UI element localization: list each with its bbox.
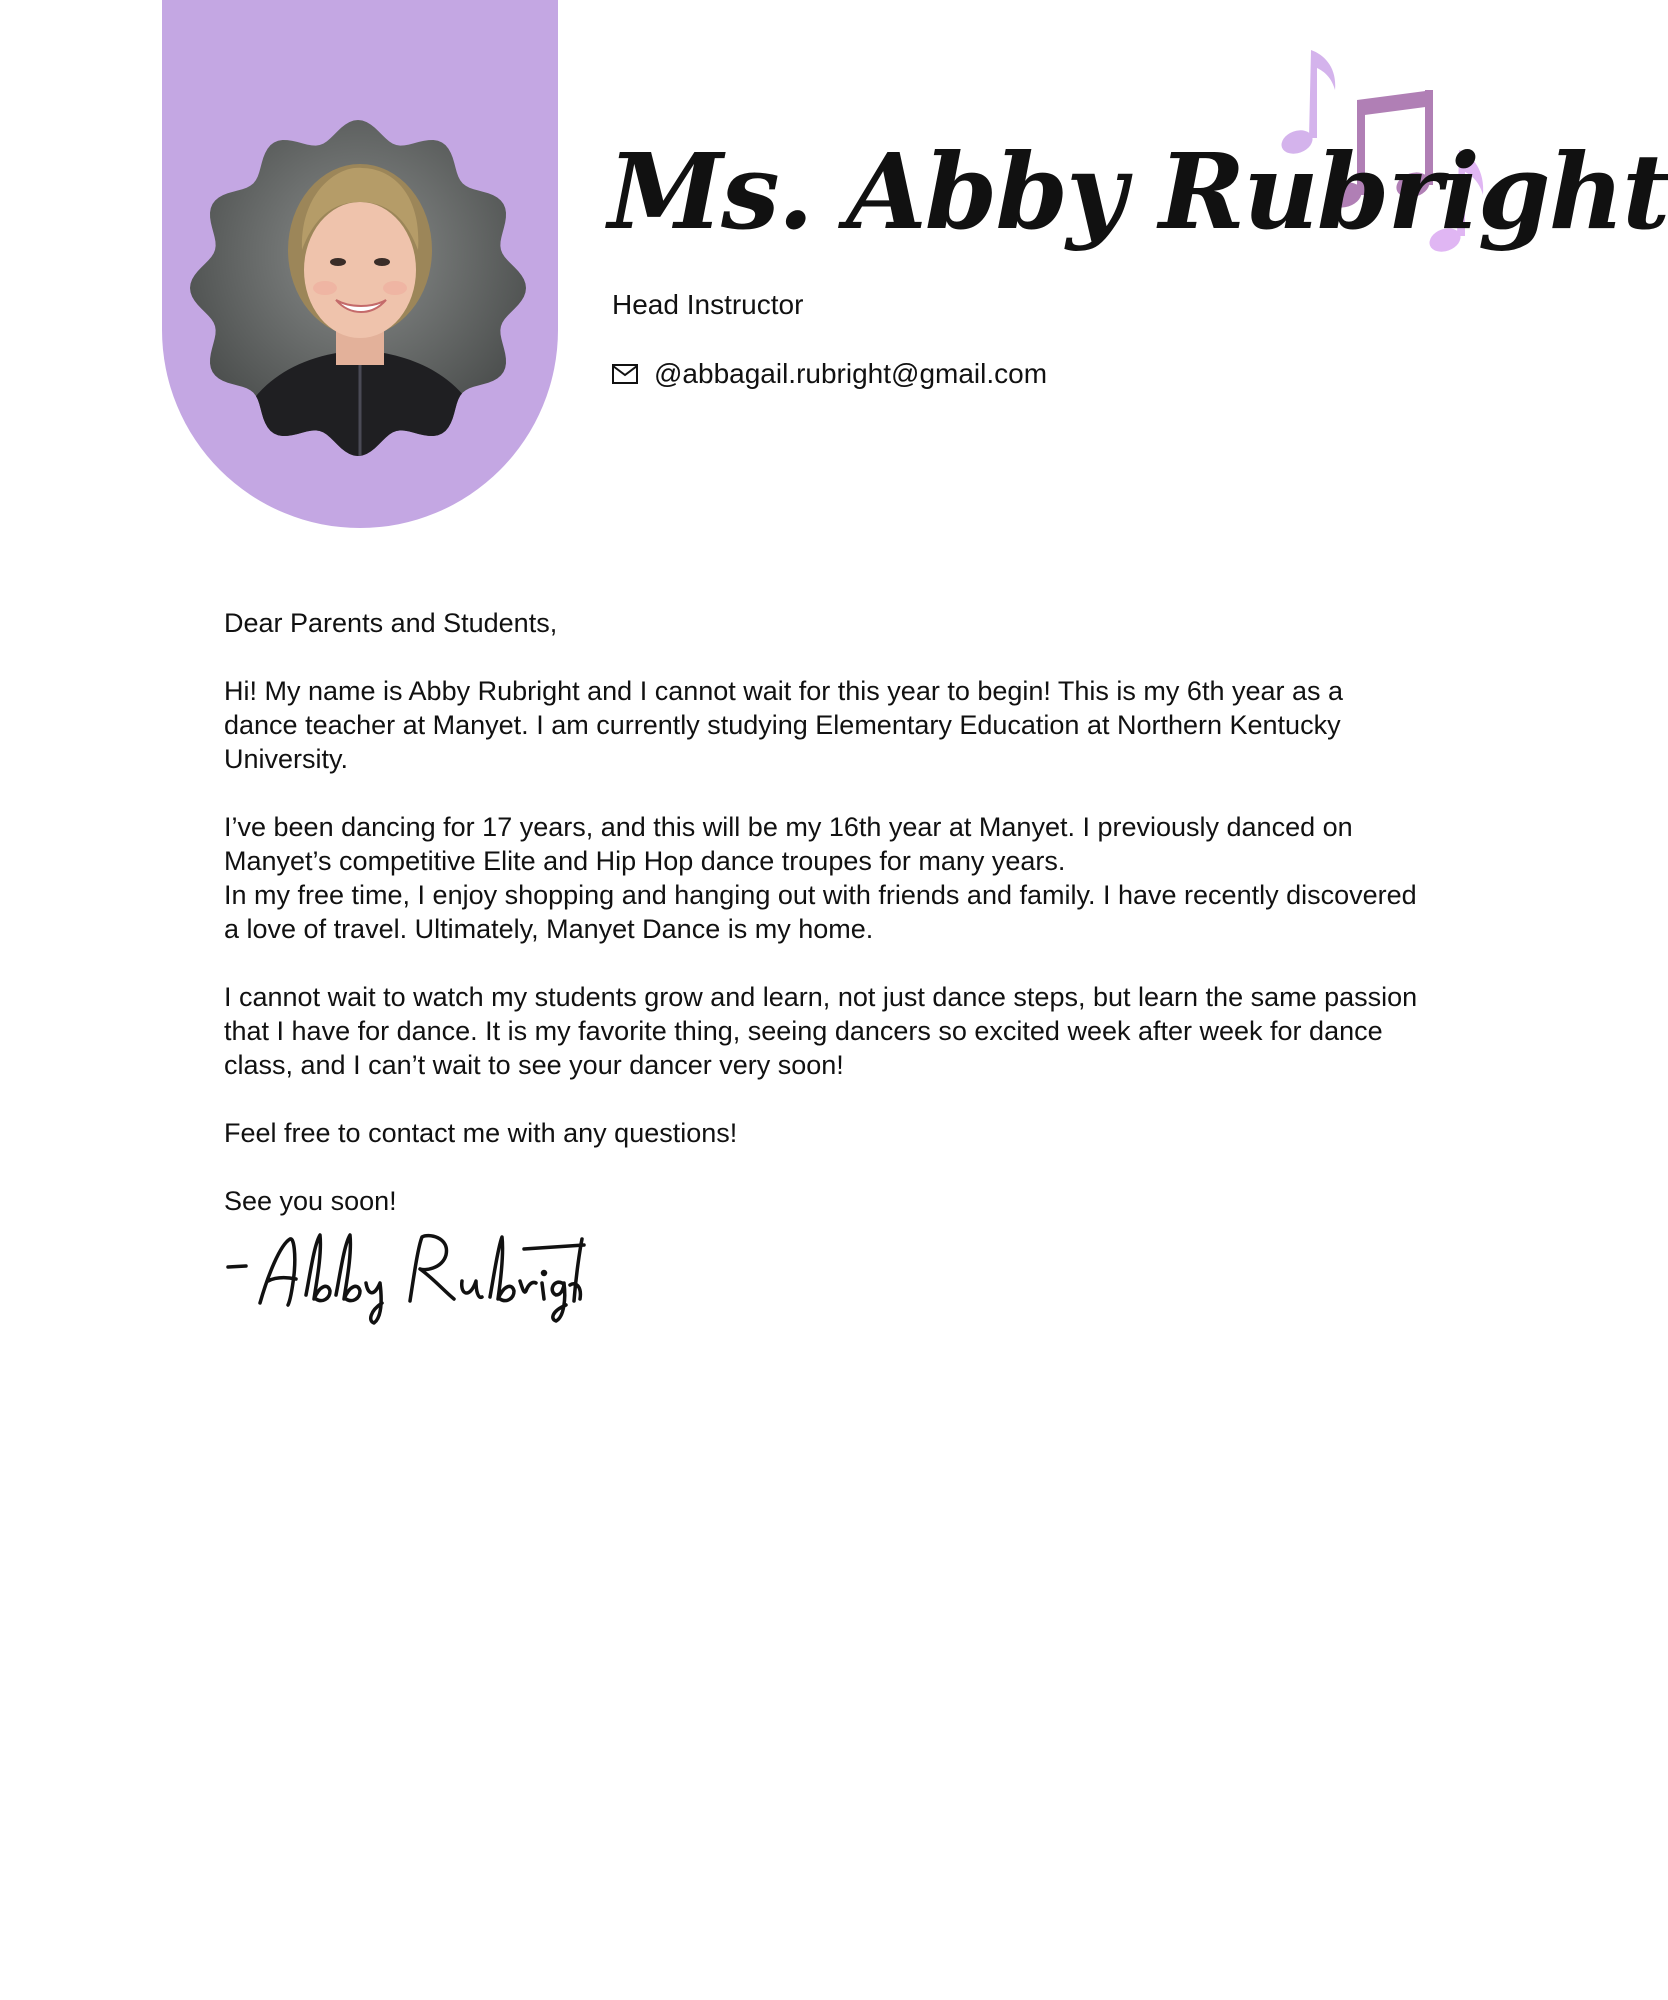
handwritten-signature (224, 1225, 584, 1325)
salutation: Dear Parents and Students, (224, 608, 558, 638)
letter-paragraph: I cannot wait to watch my students grow and learn, not just dance steps, but learn the same passion that I have for dance. It is my favorite thing, seeing dancers so excited week after week for dance class, and I can’t wait to see your dancer very soon! (224, 982, 1418, 1080)
email-address[interactable]: @abbagail.rubright@gmail.com (654, 358, 1048, 389)
contact-email (612, 356, 1047, 392)
profile-photo (190, 120, 526, 456)
job-title: Head Instructor (612, 289, 804, 320)
closing: See you soon! (224, 1186, 397, 1216)
letter-paragraph: Hi! My name is Abby Rubright and I cannot wait for this year to begin! This is my 6th year as a dance teacher at Manyet. I am currently studying Elementary Education at Northern Kentucky University. (224, 676, 1344, 774)
letter-paragraph: Feel free to contact me with any questions! (224, 1118, 738, 1148)
letter-paragraph: I’ve been dancing for 17 years, and this will be my 16th year at Manyet. I previously danced on Manyet’s competitive Elite and Hip Hop dance troupes for many years. (224, 812, 1353, 876)
mail-icon (612, 364, 638, 384)
page-title: Ms. Abby Rubright (608, 130, 1668, 253)
letter-paragraph: In my free time, I enjoy shopping and hanging out with friends and family. I have recently discovered a love of travel. Ultimately, Manyet Dance is my home. (224, 880, 1417, 944)
letter-body (224, 606, 1424, 1218)
